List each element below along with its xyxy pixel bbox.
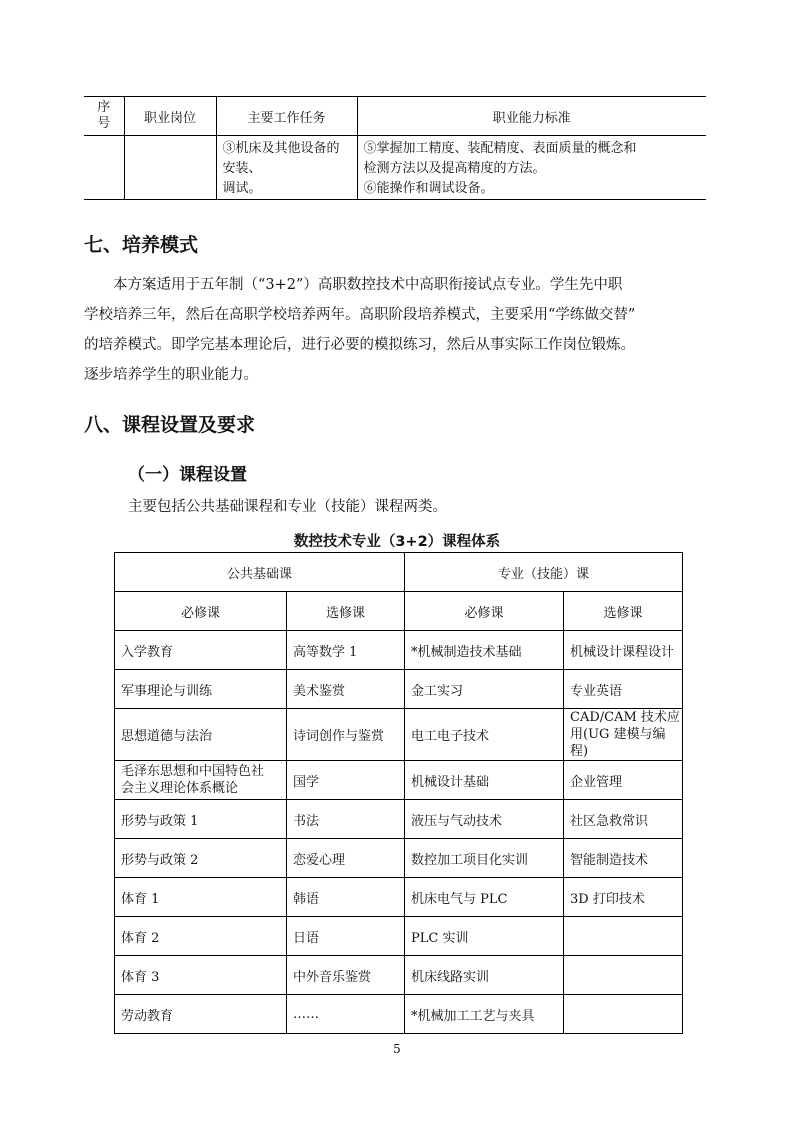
sub-header-row (115, 592, 683, 631)
course-cell: 中外音乐鉴赏 (287, 956, 405, 995)
section7-heading: 七、培养模式 (84, 234, 199, 256)
course-cell: 劳动教育 (115, 995, 287, 1034)
table-row (84, 136, 706, 200)
section7-paragraph: 本方案适用于五年制（“3+2”）高职数控技术中高职衔接试点专业。学生先中职 学校培养三年，然后在高职学校培养两年。高职阶段培养模式，主要采用“学练做交替” 的培养模式。即学完基本理论后，进行必要的模拟练习，然后从事实际工作岗位锻炼。 逐步培养学生的职业能力。 (84, 277, 636, 383)
cell-position (124, 136, 216, 200)
table-row (115, 995, 683, 1034)
table-row (115, 800, 683, 839)
course-cell: *机械加工工艺与夹具 (405, 995, 564, 1034)
course-cell: 体育 2 (115, 917, 287, 956)
job-standards-table (84, 96, 706, 200)
table-row (115, 670, 683, 709)
course-cell (564, 995, 683, 1034)
table-row (115, 956, 683, 995)
course-cell: 军事理论与训练 (115, 670, 287, 709)
course-cell: 机床线路实训 (405, 956, 564, 995)
header-standards: 职业能力标准 (357, 97, 706, 136)
course-cell: CAD/CAM 技术应 用(UG 建模与编程) (564, 709, 683, 761)
cell-seq (84, 136, 124, 200)
section8-intro: 主要包括公共基础课程和专业（技能）课程两类。 (128, 499, 447, 515)
course-cell: 企业管理 (564, 761, 683, 800)
course-cell: 智能制造技术 (564, 839, 683, 878)
table-row (115, 709, 683, 761)
course-cell: 数控加工项目化实训 (405, 839, 564, 878)
course-cell: 诗词创作与鉴赏 (287, 709, 405, 761)
course-cell: 液压与气动技术 (405, 800, 564, 839)
table-row (115, 631, 683, 670)
course-cell: 电工电子技术 (405, 709, 564, 761)
page-number: 5 (393, 1042, 401, 1056)
table-row (115, 917, 683, 956)
header-elective-2: 选修课 (564, 592, 683, 631)
course-cell: 形势与政策 2 (115, 839, 287, 878)
course-cell: 入学教育 (115, 631, 287, 670)
header-position: 职业岗位 (124, 97, 216, 136)
course-cell: 3D 打印技术 (564, 878, 683, 917)
header-professional: 专业（技能）课 (405, 553, 683, 592)
table-row (115, 878, 683, 917)
course-cell: 韩语 (287, 878, 405, 917)
course-cell: 国学 (287, 761, 405, 800)
course-cell: *机械制造技术基础 (405, 631, 564, 670)
header-tasks: 主要工作任务 (216, 97, 357, 136)
course-cell: PLC 实训 (405, 917, 564, 956)
cell-tasks: ③机床及其他设备的安装、 调试。 (216, 136, 357, 200)
course-system-table (114, 552, 683, 1034)
course-cell: 高等数学 1 (287, 631, 405, 670)
group-header-row (115, 553, 683, 592)
header-public-basic: 公共基础课 (115, 553, 405, 592)
cell-standards: ⑤掌握加工精度、装配精度、表面质量的概念和 检测方法以及提高精度的方法。 ⑥能操作和调试设备。 (357, 136, 706, 200)
header-seq: 序 号 (84, 97, 124, 136)
course-table-caption: 数控技术专业（3+2）课程体系 (293, 534, 501, 550)
course-cell: …… (287, 995, 405, 1034)
section8-sub1-heading: （一）课程设置 (128, 465, 247, 485)
course-cell: 毛泽东思想和中国特色社 会主义理论体系概论 (115, 761, 287, 800)
course-cell: 社区急救常识 (564, 800, 683, 839)
course-cell: 形势与政策 1 (115, 800, 287, 839)
section8-heading: 八、课程设置及要求 (84, 414, 256, 436)
course-cell: 专业英语 (564, 670, 683, 709)
course-cell: 恋爱心理 (287, 839, 405, 878)
course-cell: 机床电气与 PLC (405, 878, 564, 917)
course-cell: 金工实习 (405, 670, 564, 709)
table-header-row (84, 97, 706, 136)
course-cell: 机械设计基础 (405, 761, 564, 800)
course-cell: 体育 3 (115, 956, 287, 995)
header-required-1: 必修课 (115, 592, 287, 631)
course-cell: 书法 (287, 800, 405, 839)
table-row (115, 761, 683, 800)
course-cell: 思想道德与法治 (115, 709, 287, 761)
course-cell: 美术鉴赏 (287, 670, 405, 709)
course-cell: 日语 (287, 917, 405, 956)
course-cell: 机械设计课程设计 (564, 631, 683, 670)
table-row (115, 839, 683, 878)
header-required-2: 必修课 (405, 592, 564, 631)
course-cell (564, 956, 683, 995)
course-cell (564, 917, 683, 956)
header-elective-1: 选修课 (287, 592, 405, 631)
course-cell: 体育 1 (115, 878, 287, 917)
